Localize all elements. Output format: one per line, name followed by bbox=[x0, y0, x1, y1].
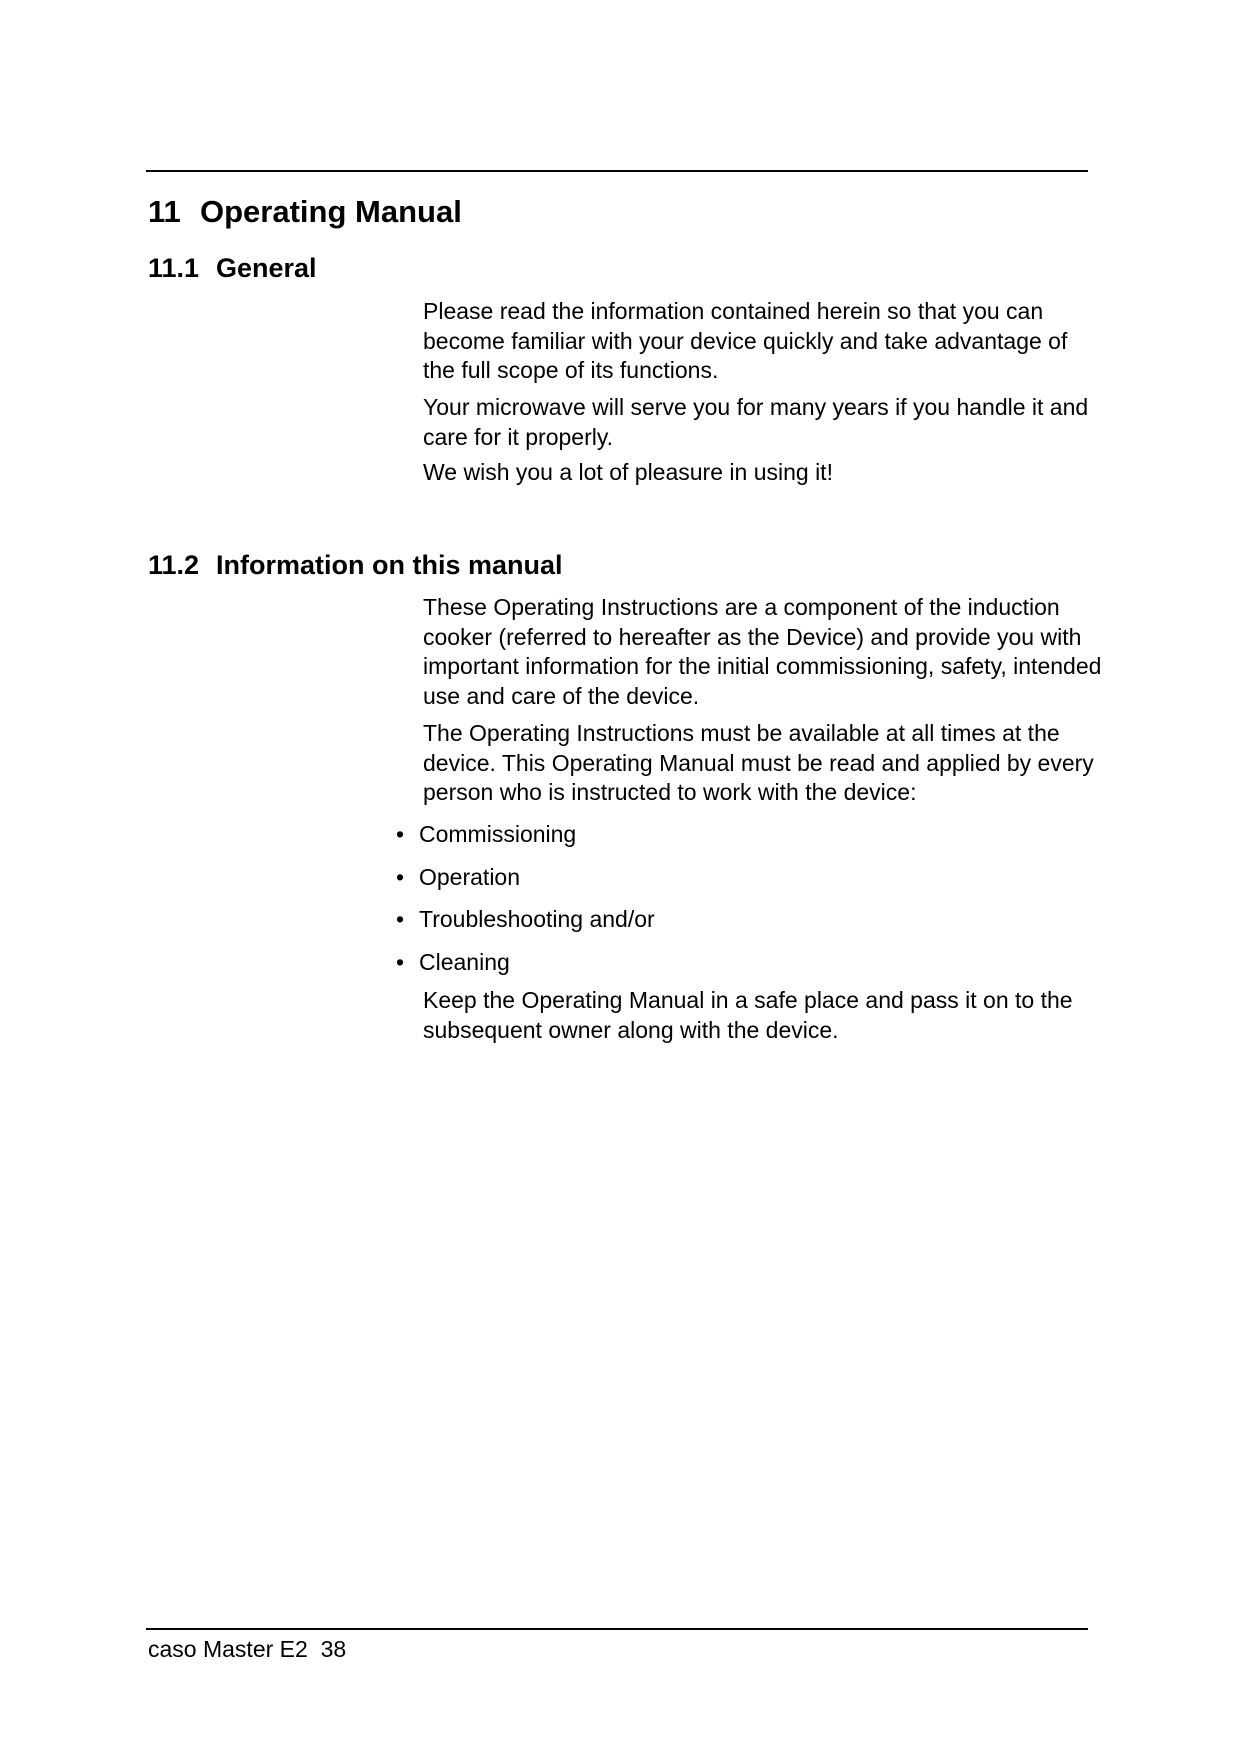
usage-list bbox=[396, 820, 655, 990]
information-closing-paragraph: Keep the Operating Manual in a safe place and pass it on to the subsequent owner along with the device. bbox=[423, 987, 1073, 1043]
chapter-number: 11 bbox=[148, 194, 181, 229]
list-item: • Cleaning bbox=[396, 948, 510, 975]
section-title: General bbox=[216, 253, 317, 283]
chapter-title: Operating Manual bbox=[200, 194, 462, 229]
chapter-heading bbox=[148, 190, 462, 234]
bullet-icon: • bbox=[396, 821, 405, 847]
general-paragraph-3: We wish you a lot of pleasure in using it! bbox=[423, 459, 833, 485]
section-number: 11.2 bbox=[148, 550, 200, 580]
section-heading-information bbox=[148, 545, 563, 585]
list-item: • Operation bbox=[396, 863, 521, 890]
bullet-icon: • bbox=[396, 906, 405, 932]
footer-rule bbox=[146, 1628, 1088, 1630]
general-paragraph-1: Please read the information contained herein so that you can become familiar with your device quickly and take advantage of the full scope of its functions. bbox=[423, 298, 1068, 383]
list-item: • Commissioning bbox=[396, 821, 577, 847]
footer-page-number: 38 bbox=[320, 1636, 347, 1662]
section-number: 11.1 bbox=[148, 253, 200, 283]
section-title: Information on this manual bbox=[216, 550, 563, 580]
header-rule bbox=[146, 170, 1088, 172]
information-paragraph-1: These Operating Instructions are a component of the induction cooker (referred to hereafter as the Device) and provide you with important information for the initial commissioning, safety, intended use and care of the device. bbox=[423, 594, 1102, 709]
bullet-icon: • bbox=[396, 948, 405, 975]
information-paragraph-2: The Operating Instructions must be available at all times at the device. This Operating Manual must be read and applied by every person who is instructed to work with the device: bbox=[423, 720, 1094, 805]
section-heading-general bbox=[148, 248, 317, 288]
general-paragraph-2: Your microwave will serve you for many years if you handle it and care for it properly. bbox=[423, 394, 1089, 450]
bullet-icon: • bbox=[396, 863, 405, 890]
list-item: • Troubleshooting and/or bbox=[396, 906, 655, 932]
page-footer bbox=[148, 1633, 346, 1665]
footer-product: caso Master E2 bbox=[148, 1636, 308, 1662]
